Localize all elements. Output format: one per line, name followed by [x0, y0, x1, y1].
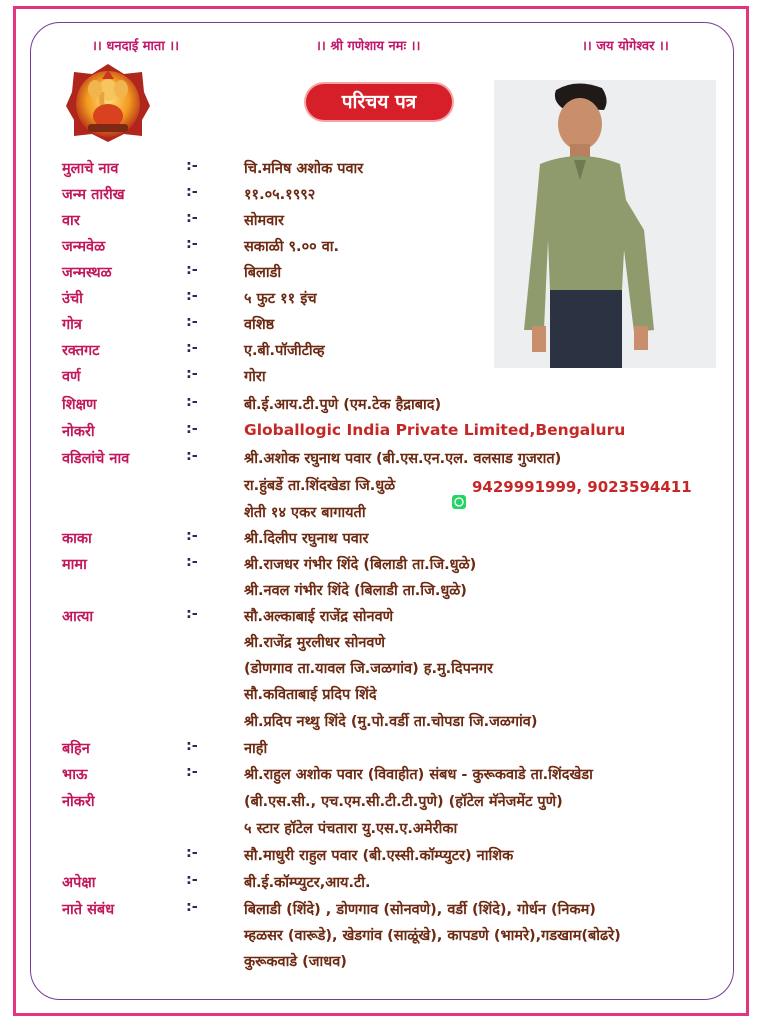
detail-row	[0, 632, 768, 658]
detail-label: शिक्षण	[62, 397, 97, 413]
detail-value: श्री.राहुल अशोक पवार (विवाहीत) संबध - कुरूकवाडे ता.शिंदखेडा	[244, 767, 593, 783]
detail-label: आत्या	[62, 609, 94, 625]
detail-label: नोकरी	[62, 424, 95, 440]
detail-label: जन्मवेळ	[62, 239, 106, 255]
detail-separator: :-	[186, 528, 198, 544]
header-center: ।। श्री गणेशाय नमः ।।	[316, 39, 421, 54]
detail-separator: :-	[186, 872, 198, 888]
detail-value: सौ.अल्काबाई राजेंद्र सोनवणे	[244, 609, 394, 625]
detail-value: नाही	[244, 741, 268, 757]
detail-value: ५ स्टार हॉटेल पंचतारा यु.एस.ए.अमेरीका	[244, 821, 458, 837]
detail-separator: :-	[186, 236, 198, 252]
detail-label: वार	[62, 213, 80, 229]
detail-label: उंची	[62, 291, 83, 307]
detail-row	[0, 448, 768, 474]
detail-label: मामा	[62, 557, 87, 573]
detail-separator: :-	[186, 210, 198, 226]
detail-value: (बी.एस.सी., एच.एम.सी.टी.टी.पुणे) (हॉटेल मॅनेजमेंट पुणे)	[244, 794, 563, 810]
detail-label: नोकरी	[62, 794, 95, 810]
detail-value: श्री.दिलीप रघुनाथ पवार	[244, 531, 369, 547]
detail-label: मुलाचे नाव	[62, 161, 119, 177]
detail-row	[0, 421, 768, 447]
ganesh-icon	[64, 62, 152, 144]
detail-value: शेती १४ एकर बागायती	[244, 505, 366, 521]
detail-value: (डोणगाव ता.यावल जि.जळगांव) ह.मु.दिपनगर	[244, 661, 493, 677]
detail-row	[0, 899, 768, 925]
detail-value: श्री.प्रदिप नथ्थु शिंदे (मु.पो.वर्डी ता.चोपडा जि.जळगांव)	[244, 714, 538, 730]
detail-value: चि.मनिष अशोक पवार	[244, 161, 364, 177]
detail-value: सौ.माधुरी राहुल पवार (बी.एस्सी.कॉम्प्युटर) नाशिक	[244, 848, 514, 864]
detail-row	[0, 606, 768, 632]
detail-row	[0, 925, 768, 951]
detail-row	[0, 738, 768, 764]
detail-row	[0, 658, 768, 684]
detail-row	[0, 314, 768, 340]
detail-separator: :-	[186, 845, 198, 861]
detail-label: जन्मस्थळ	[62, 265, 112, 281]
detail-value: रा.हुंबर्डे ता.शिंदखेडा जि.धुळे	[244, 478, 396, 494]
detail-value: गोरा	[244, 369, 266, 385]
detail-row	[0, 580, 768, 606]
detail-separator: :-	[186, 184, 198, 200]
detail-value: श्री.नवल गंभीर शिंदे (बिलाडी ता.जि.धुळे)	[244, 583, 467, 599]
detail-row	[0, 764, 768, 790]
detail-row	[0, 951, 768, 977]
detail-separator: :-	[186, 158, 198, 174]
detail-value: ५ फुट ११ इंच	[244, 291, 317, 307]
detail-value: सौ.कविताबाई प्रदिप शिंदे	[244, 687, 377, 703]
detail-separator: :-	[186, 738, 198, 754]
detail-row	[0, 791, 768, 817]
detail-value: बिलाडी	[244, 265, 282, 281]
detail-value: वशिष्ठ	[244, 317, 275, 333]
detail-separator: :-	[186, 366, 198, 382]
detail-label: वर्ण	[62, 369, 81, 385]
detail-row	[0, 818, 768, 844]
header-left: ।। धनदाई माता ।।	[92, 39, 180, 54]
detail-separator: :-	[186, 421, 198, 437]
detail-value: ११.०५.१९९२	[244, 187, 316, 203]
detail-value: श्री.राजधर गंभीर शिंदे (बिलाडी ता.जि.धुळे)	[244, 557, 477, 573]
detail-value: सकाळी ९.०० वा.	[244, 239, 340, 255]
detail-separator: :-	[186, 764, 198, 780]
detail-label: जन्म तारीख	[62, 187, 125, 203]
detail-value: Globallogic India Private Limited,Bengaluru	[244, 421, 626, 439]
phone-numbers: 9429991999, 9023594411	[472, 478, 692, 496]
detail-row	[0, 684, 768, 710]
detail-separator: :-	[186, 899, 198, 915]
detail-label: बहिन	[62, 741, 90, 757]
detail-separator: :-	[186, 288, 198, 304]
detail-row	[0, 288, 768, 314]
detail-separator: :-	[186, 314, 198, 330]
detail-value: ए.बी.पॉजीटीव्ह	[244, 343, 325, 359]
detail-row	[0, 502, 768, 528]
detail-row	[0, 184, 768, 210]
detail-row	[0, 158, 768, 184]
detail-row	[0, 554, 768, 580]
whatsapp-icon	[452, 494, 466, 508]
detail-label: वडिलांचे नाव	[62, 451, 130, 467]
detail-row	[0, 236, 768, 262]
detail-value: सोमवार	[244, 213, 284, 229]
detail-row	[0, 210, 768, 236]
detail-value: बिलाडी (शिंदे) , डोणगाव (सोनवणे), वर्डी (शिंदे), गोर्धन (निकम)	[244, 902, 596, 918]
detail-separator: :-	[186, 448, 198, 464]
detail-separator: :-	[186, 394, 198, 410]
detail-value: श्री.राजेंद्र मुरलीधर सोनवणे	[244, 635, 385, 651]
detail-value: बी.ई.आय.टी.पुणे (एम.टेक हैद्राबाद)	[244, 397, 442, 413]
detail-row	[0, 711, 768, 737]
header-right: ।। जय योगेश्वर ।।	[582, 39, 669, 54]
detail-row	[0, 366, 768, 392]
detail-row	[0, 528, 768, 554]
detail-separator: :-	[186, 554, 198, 570]
detail-row	[0, 872, 768, 898]
detail-label: नाते संबंध	[62, 902, 115, 918]
detail-row	[0, 262, 768, 288]
detail-row	[0, 340, 768, 366]
detail-value: म्हळसर (वारूडे), खेडगांव (साळूंखे), कापडणे (भामरे),गडखाम(बोढरे)	[244, 928, 621, 944]
detail-label: अपेक्षा	[62, 875, 96, 891]
detail-label: भाऊ	[62, 767, 88, 783]
detail-row	[0, 394, 768, 420]
page-title: परिचय पत्र	[306, 84, 452, 120]
detail-value: बी.ई.कॉम्प्युटर,आय.टी.	[244, 875, 371, 891]
detail-label: गोत्र	[62, 317, 82, 333]
detail-label: रक्तगट	[62, 343, 100, 359]
detail-label: काका	[62, 531, 92, 547]
detail-separator: :-	[186, 340, 198, 356]
detail-separator: :-	[186, 606, 198, 622]
detail-row	[0, 845, 768, 871]
detail-value: कुरूकवाडे (जाधव)	[244, 954, 347, 970]
detail-separator: :-	[186, 262, 198, 278]
detail-value: श्री.अशोक रघुनाथ पवार (बी.एस.एन.एल. वलसाड गुजरात)	[244, 451, 562, 467]
